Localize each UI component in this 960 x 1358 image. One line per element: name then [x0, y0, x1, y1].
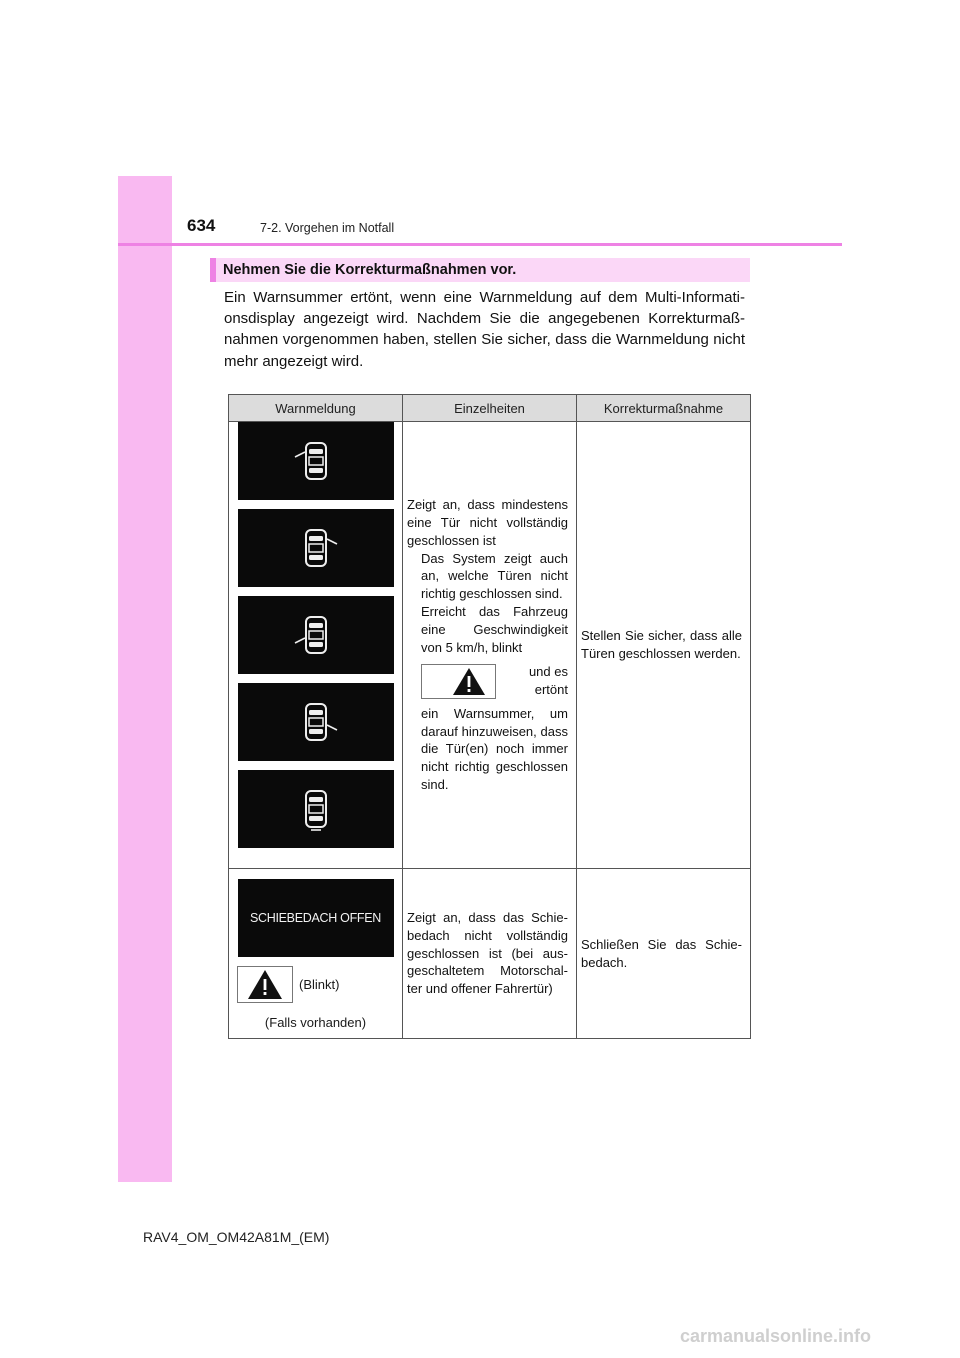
car-top-view-icon: [238, 422, 394, 500]
action-text: Stellen Sie sicher, dass alle Türen geschlossen werden.: [581, 628, 742, 661]
sunroof-action-text: Schließen Sie das Schie-bedach.: [581, 936, 742, 970]
car-top-view-icon: [238, 509, 394, 587]
header-einzelheiten: Einzelheiten: [403, 395, 577, 422]
door-screen-rear-left: [238, 596, 394, 674]
door-warning-action: [577, 422, 751, 869]
table-row-sunroof: [229, 869, 751, 1039]
page-number: 634: [187, 216, 216, 235]
watermark: carmanualsonline.info: [680, 1326, 872, 1346]
details-line-2: Das System zeigt auch an, welche Türen nicht richtig geschlossen sind.: [421, 550, 568, 602]
sunroof-warning-screen: [229, 869, 403, 1039]
car-top-view-icon: [238, 683, 394, 761]
side-tab: [118, 176, 172, 1182]
details-line-5: ein Warnsummer, um darauf hinzuweisen, dass die Tür(en) noch immer nicht richtig geschlossen sind.: [421, 705, 568, 793]
sunroof-blink-row: [237, 966, 402, 1003]
sunroof-warning-action: [577, 869, 751, 1039]
section-banner: [210, 258, 750, 282]
header-rule: [118, 243, 842, 246]
header-warnmeldung: Warnmeldung: [229, 395, 403, 422]
header-korrekturmassnahme: Korrekturmaßnahme: [577, 395, 751, 422]
door-screen-back-door: [238, 770, 394, 848]
table-row-doors: [229, 422, 751, 869]
sunroof-details-text: Zeigt an, dass das Schie-bedach nicht vollständig geschlossen ist (bei aus-geschaltetem Motorschal-ter und offener Fahrertür): [407, 910, 568, 997]
sunroof-screen: [238, 879, 394, 957]
table-header-row: [229, 395, 751, 422]
details-line-3: Erreicht das Fahrzeug eine Geschwindigkeit von 5 km/h, blinkt: [421, 603, 568, 655]
door-screen-rear-right: [238, 683, 394, 761]
blink-label: (Blinkt): [299, 977, 340, 992]
door-warning-screens: [229, 422, 403, 869]
details-line-4: und es ertönt: [528, 664, 568, 698]
car-top-view-icon: [238, 596, 394, 674]
intro-paragraph: Ein Warnsummer ertönt, wenn eine Warnmeldung auf dem Multi-Informati-onsdisplay angezeigt wird. Nachdem Sie die angegebenen Korrekturmaß-nahmen vorgenommen haben, stellen Sie sicher, dass die Warnmeldung nicht mehr angezeigt wird.: [224, 289, 745, 370]
door-screen-front-right: [238, 509, 394, 587]
footer-code: RAV4_OM_OM42A81M_(EM): [143, 1229, 330, 1245]
sunroof-screen-text: SCHIEBEDACH OFFEN: [249, 911, 382, 925]
door-screen-front-left: [238, 422, 394, 500]
warning-triangle-icon: [237, 966, 293, 1003]
blink-indicator-row: [407, 663, 568, 699]
section-title: 7-2. Vorgehen im Notfall: [260, 221, 395, 235]
falls-vorhanden-label: (Falls vorhanden): [264, 1015, 367, 1030]
details-line-1: Zeigt an, dass mindestens eine Tür nicht vollständig geschlossen ist: [407, 497, 568, 548]
warning-table: [228, 394, 751, 1039]
door-warning-details: [403, 422, 577, 869]
sunroof-warning-details: [403, 869, 577, 1039]
warning-triangle-icon: [421, 664, 496, 699]
car-top-view-icon: [238, 770, 394, 848]
banner-title: Nehmen Sie die Korrekturmaßnahmen vor.: [223, 262, 517, 278]
